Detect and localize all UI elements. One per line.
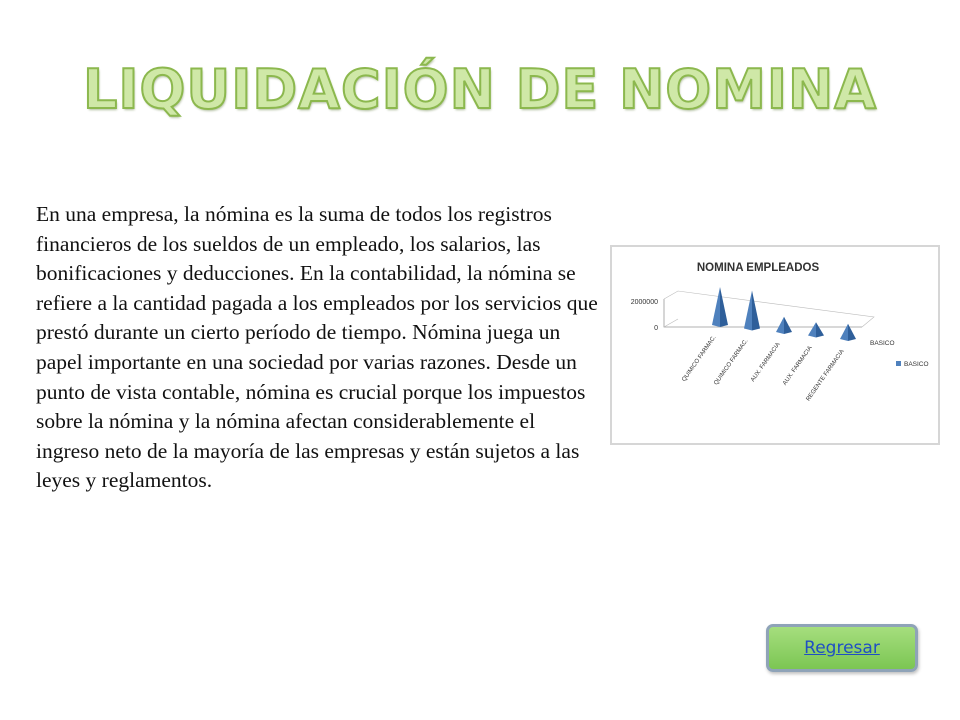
bar bbox=[776, 317, 792, 334]
x-tick-label: AUX. FARMACIA bbox=[750, 341, 782, 384]
x-tick-label: AUX. FARMACIA bbox=[782, 345, 814, 387]
bar-face-right bbox=[816, 322, 824, 337]
bar-face-left bbox=[776, 317, 784, 334]
x-tick-label: QUIMICO FARMAC. bbox=[713, 338, 750, 387]
chart-depth-edge bbox=[664, 319, 678, 327]
bar-face-left bbox=[840, 324, 848, 341]
body-text: En una empresa, la nómina es la suma de todos los registros financieros de los sueldos de un empleado, los salarios, las bonificaciones y deducciones. En la contabilidad, la nómina se refiere a la cantidad pagada a los empleados por los servicios que prestó durante un cierto período de tiempo. Nómina juega un papel importante en una sociedad por varias razones. Desde un punto de vista contable, nómina es crucial porque los impuestos sobre la nómina y la nómina afectan considerablemente el ingreso neto de la mayoría de las empresas y están sujetos a las leyes y reglamentos. bbox=[36, 202, 598, 493]
chart-svg bbox=[612, 247, 938, 443]
bar-face-right bbox=[752, 291, 760, 331]
legend-swatch bbox=[896, 361, 901, 366]
depth-axis-label: BASICO bbox=[870, 340, 895, 347]
bar-face-right bbox=[784, 317, 792, 334]
bar-face-left bbox=[744, 291, 752, 331]
x-tick-label: REGENTE FARMACIA bbox=[805, 348, 846, 403]
bar-face-left bbox=[808, 322, 816, 337]
bar-face-left bbox=[712, 287, 720, 327]
bar bbox=[744, 291, 760, 331]
back-button[interactable]: Regresar bbox=[766, 624, 918, 672]
y-tick-label: 2000000 bbox=[630, 299, 658, 306]
legend-label: BASICO bbox=[904, 361, 929, 368]
bar-face-right bbox=[848, 324, 856, 341]
x-tick-label: QUIMICO FARMAC. bbox=[681, 334, 718, 383]
slide-title: LIQUIDACIÓN DE NOMINA bbox=[82, 58, 877, 121]
chart-axis bbox=[664, 299, 862, 327]
chart-title: NOMINA EMPLEADOS bbox=[696, 262, 820, 274]
chart bbox=[610, 245, 940, 445]
bar bbox=[840, 324, 856, 341]
chart-floor bbox=[664, 291, 874, 327]
x-tick-labels bbox=[681, 334, 845, 402]
chart-back-wall bbox=[664, 291, 874, 327]
chart-bars bbox=[712, 287, 856, 341]
bar bbox=[808, 322, 824, 337]
bar bbox=[712, 287, 728, 327]
y-tick-label: 0 bbox=[654, 325, 658, 332]
bar-face-right bbox=[720, 287, 728, 327]
